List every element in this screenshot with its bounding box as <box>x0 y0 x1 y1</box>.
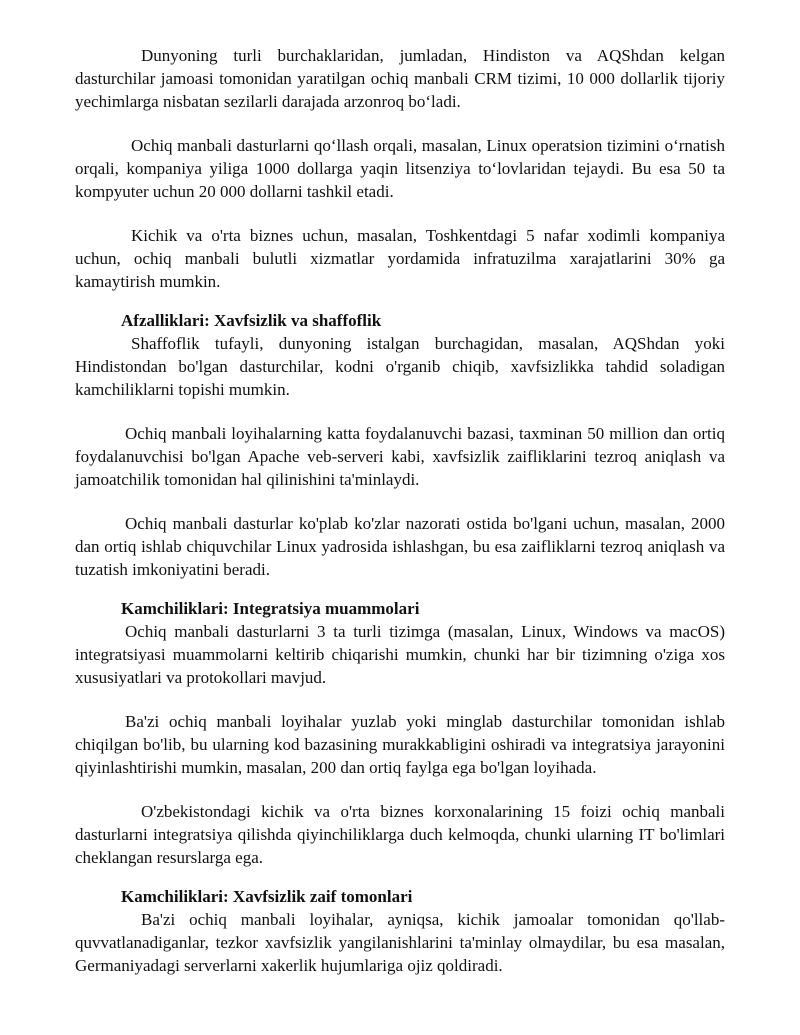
paragraph-codebase-complexity: Ba'zi ochiq manbali loyihalar yuzlab yoki minglab dasturchilar tomonidan ishlab chiqilgan bo'lib, bu ularning kod bazasining murakkabligini oshiradi va integratsiya jarayonini qiyinlashtirishi mumkin, masalan, 200 dan ortiq faylga ega bo'lgan loyihada. <box>75 712 725 777</box>
paragraph-three-systems: Ochiq manbali dasturlarni 3 ta turli tizimga (masalan, Linux, Windows va macOS) integratsiyasi muammolarni keltirib chiqarishi mumkin, chunki har bir tizimning o'ziga xos xususiyatlari va protokollari mavjud. <box>75 622 725 687</box>
paragraph-linux-kernel: Ochiq manbali dasturlar ko'plab ko'zlar nazorati ostida bo'lgani uchun, masalan, 2000 dan ortiq ishlab chiquvchilar Linux yadrosida ishlashgan, bu esa zaifliklarni tezroq aniqlash va tuzatish imkoniyatini beradi. <box>75 514 725 579</box>
paragraph-transparency: Shaffoflik tufayli, dunyoning istalgan burchagidan, masalan, AQShdan yoki Hindistondan bo'lgan dasturchilar, kodni o'rganib chiqib, xavfsizlikka tahdid soladigan kamchiliklarni topishi mumkin. <box>75 334 725 399</box>
paragraph-small-teams: Ba'zi ochiq manbali loyihalar, ayniqsa, kichik jamoalar tomonidan qo'llab-quvvatlanadiganlar, tezkor xavfsizlik yangilanishlarini ta'minlay olmaydilar, bu esa masalan, Germaniyadagi serverlarni xakerlik hujumlariga ojiz qoldiradi. <box>75 910 725 975</box>
paragraph-uzbekistan-smb: O'zbekistondagi kichik va o'rta biznes korxonalarining 15 foizi ochiq manbali dasturlarni integratsiya qilishda qiyinchiliklarga duch kelmoqda, chunki ularning IT bo'limlari cheklangan resurslarga ega. <box>75 802 725 867</box>
paragraph-crm-cost: Dunyoning turli burchaklaridan, jumladan, Hindiston va AQShdan kelgan dasturchilar jamoasi tomonidan yaratilgan ochiq manbali CRM tizimi, 10 000 dollarlik tijoriy yechimlarga nisbatan sezilarli darajada arzonroq boʻladi. <box>75 46 725 111</box>
heading-security-weaknesses: Kamchiliklari: Xavfsizlik zaif tomonlari <box>121 887 413 906</box>
heading-integration-problems: Kamchiliklari: Integratsiya muammolari <box>121 599 420 618</box>
heading-security-transparency: Afzalliklari: Xavfsizlik va shaffoflik <box>121 311 382 330</box>
paragraph-cloud-services: Kichik va o'rta biznes uchun, masalan, Toshkentdagi 5 nafar xodimli kompaniya uchun, ochiq manbali bulutli xizmatlar yordamida infratuzilma xarajatlarini 30% ga kamaytirish mumkin. <box>75 226 725 291</box>
paragraph-apache-users: Ochiq manbali loyihalarning katta foydalanuvchi bazasi, taxminan 50 million dan ortiq foydalanuvchisi bo'lgan Apache veb-serveri kabi, xavfsizlik zaifliklarini tezroq aniqlash va jamoatchilik tomonidan hal qilinishini ta'minlaydi. <box>75 424 725 489</box>
paragraph-linux-savings: Ochiq manbali dasturlarni qoʻllash orqali, masalan, Linux operatsion tizimini oʻrnatish orqali, kompaniya yiliga 1000 dollarga yaqin litsenziya toʻlovlaridan tejaydi. Bu esa 50 ta kompyuter uchun 20 000 dollarni tashkil etadi. <box>75 136 725 201</box>
